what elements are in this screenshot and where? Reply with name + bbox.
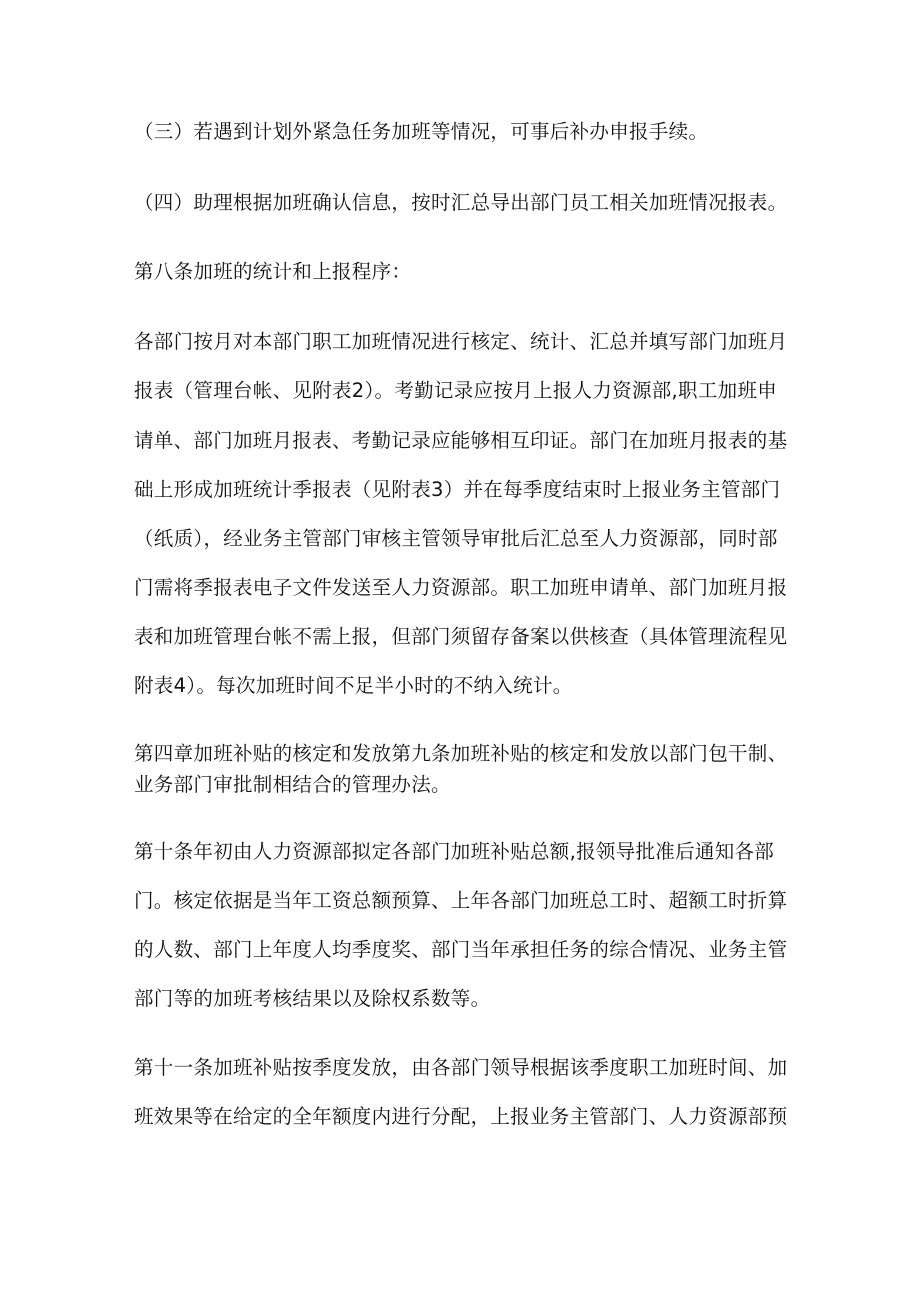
text-line: （三）若遇到计划外紧急任务加班等情况，可事后补办申报手续。: [134, 120, 709, 143]
text-line: 各部门按月对本部门职工加班情况进行核定、统计、汇总并填写部门加班月: [134, 330, 788, 353]
text-line: 附表4）。每次加班时间不足半小时的不纳入统计。: [134, 674, 573, 697]
text-line: 表和加班管理台帐不需上报，但部门须留存备案以供核查（具体管理流程见: [134, 625, 788, 648]
text-line: 业务部门审批制相结合的管理办法。: [134, 773, 451, 796]
text-line: 础上形成加班统计季报表（见附表3）并在每季度结束时上报业务主管部门: [134, 478, 781, 501]
text-line: （纸质），经业务主管部门审核主管领导审批后汇总至人力资源部，同时部: [134, 527, 778, 550]
text-line: 第十一条加班补贴按季度发放，由各部门领导根据该季度职工加班时间、加: [134, 1056, 788, 1079]
text-line: 门需将季报表电子文件发送至人力资源部。职工加班申请单、部门加班月报: [134, 576, 788, 599]
text-line: 报表（管理台帐、见附表2）。考勤记录应按月上报人力资源部,职工加班申: [134, 379, 778, 402]
text-line: （四）助理根据加班确认信息，按时汇总导出部门员工相关加班情况报表。: [134, 191, 788, 214]
text-line: 门。核定依据是当年工资总额预算、上年各部门加班总工时、超额工时折算: [134, 889, 788, 912]
text-line: 第八条加班的统计和上报程序：: [134, 260, 412, 283]
text-line: 第十条年初由人力资源部拟定各部门加班补贴总额,报领导批准后通知各部: [134, 840, 775, 863]
text-line: 请单、部门加班月报表、考勤记录应能够相互印证。部门在加班月报表的基: [134, 429, 788, 452]
text-line: 班效果等在给定的全年额度内进行分配，上报业务主管部门、人力资源部预: [134, 1105, 788, 1128]
text-line: 部门等的加班考核结果以及除权系数等。: [134, 987, 491, 1010]
text-line: 第四章加班补贴的核定和发放第九条加班补贴的核定和发放以部门包干制、: [134, 742, 788, 765]
text-line: 的人数、部门上年度人均季度奖、部门当年承担任务的综合情况、业务主管: [134, 938, 788, 961]
